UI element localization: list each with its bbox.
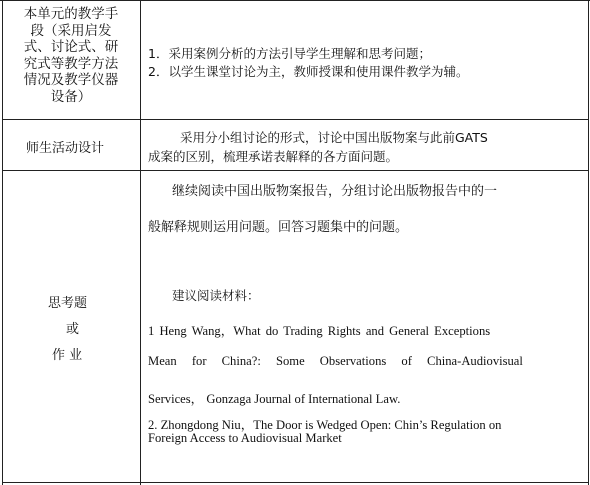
- row3-intro-line: 继续阅读中国出版物案报告，分组讨论出版物报告中的一: [172, 184, 498, 199]
- row1-item-1: 1．采用案例分析的方法引导学生理解和思考问题；: [148, 46, 431, 61]
- table-row-divider-2: [2, 170, 589, 171]
- table-border-top: [0, 0, 590, 1]
- row1-label-line: 本单元的教学手: [23, 6, 119, 22]
- row3-label-line: 思考题: [48, 296, 88, 311]
- row3-intro-line: 般解释规则运用问题。回答习题集中的问题。: [148, 220, 409, 235]
- row2-content-line: 采用分小组讨论的形式，讨论中国出版物案与此前GATS: [180, 130, 488, 145]
- row2-content-line: 成案的区别，梳理承诺表解释的各方面问题。: [148, 149, 399, 164]
- row1-label-line: 式、讨论式、研: [23, 39, 119, 55]
- reference-1-line: Mean for China?: Some Observations of China-Audiovisual: [148, 354, 523, 368]
- row1-label-line: 段（采用启发: [30, 22, 112, 39]
- table-row-divider-1: [2, 119, 589, 120]
- table-border-bottom: [2, 482, 589, 483]
- reference-1-line: 1 Heng Wang，What do Trading Rights and General Exceptions: [148, 324, 491, 338]
- row3-label-line: 作 业: [52, 348, 83, 363]
- reading-heading: 建议阅读材料：: [172, 288, 260, 303]
- row1-label-line: 究式等教学方法: [23, 55, 119, 72]
- row1-label: [8, 6, 134, 105]
- row3-label-line: 或: [66, 322, 80, 337]
- row1-item-2: 2．以学生课堂讨论为主，教师授课和使用课件教学为辅。: [148, 64, 469, 79]
- reference-2-line: 2. Zhongdong Niu，The Door is Wedged Open: Chin’s Regulation on: [148, 418, 502, 432]
- reference-2-line: Foreign Access to Audiovisual Market: [148, 431, 342, 445]
- table-border-right: [588, 0, 589, 485]
- reference-1-line: Services， Gonzaga Journal of International Law.: [148, 392, 401, 406]
- row1-label-line: 设备）: [50, 88, 92, 105]
- row1-label-line: 情况及教学仪器: [23, 72, 119, 88]
- table-border-left: [2, 0, 3, 485]
- table-column-divider: [140, 0, 141, 485]
- row2-label: 师生活动设计: [26, 141, 105, 156]
